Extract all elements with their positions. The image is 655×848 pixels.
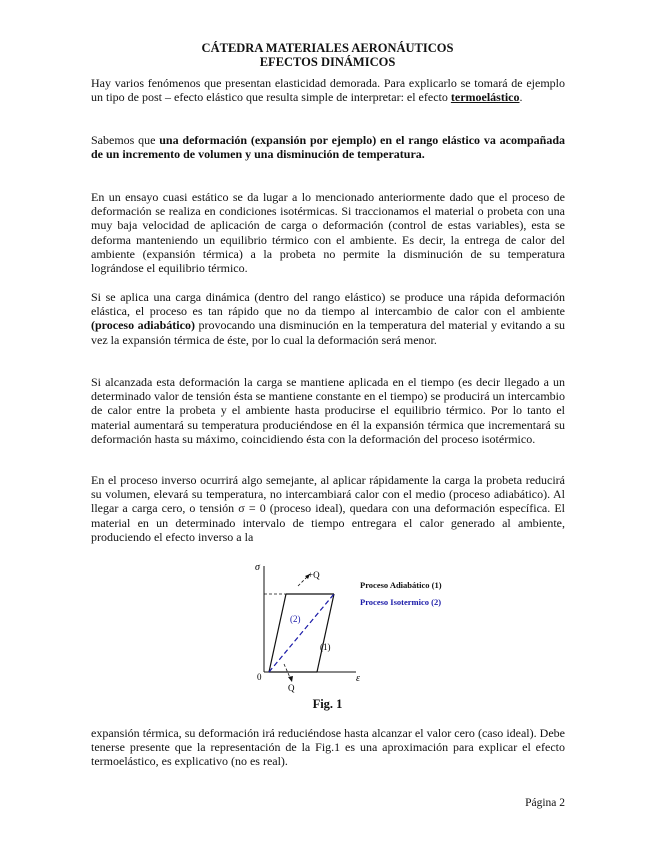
heat-out-arrowhead xyxy=(288,676,293,682)
isothermal-line xyxy=(269,594,334,672)
heat-out-label: Q xyxy=(288,683,295,693)
y-axis-label: σ xyxy=(255,562,260,573)
paragraph-deformation: Sabemos que una deformación (expansión por ejemplo) en el rango elástico va acompañada de un incremento de volumen y una disminución de temperatura. xyxy=(91,133,565,162)
paragraph-conclusion: expansión térmica, su deformación irá reduciéndose hasta alcanzar el valor cero (caso ideal). Debe tenerse presente que la representación de la Fig.1 es una aproximación para explicar el efecto termoelástico, es explicativo (no es real). xyxy=(91,726,565,769)
label-adiabatic-curve: (1) xyxy=(320,642,331,652)
figure-1-diagram xyxy=(248,558,468,698)
adiabatic-unloading-line xyxy=(317,594,334,672)
figure-caption: Fig. 1 xyxy=(312,697,343,711)
paragraph-inverse-process: En el proceso inverso ocurrirá algo semejante, al aplicar rápidamente la carga la probeta reducirá su volumen, elevará su temperatura, no intercambiará calor con el medio (proceso adiabático). Al llegar a carga cero, o tensión σ = 0 (proceso ideal), quedara con una deformación específica. El material en un determinado intervalo de tiempo entregara el calor generado al ambiente, produciendo el efecto inverso a la xyxy=(91,473,565,544)
header-subtitle: EFECTOS DINÁMICOS xyxy=(259,55,396,69)
bold-statement: una deformación (expansión por ejemplo) en el rango elástico va acompañada de un incremento de volumen y una disminución de temperatura. xyxy=(91,133,565,162)
paragraph-constant-load: Si alcanzada esta deformación la carga se mantiene aplicada en el tiempo (es decir llegado a un determinado valor de tensión ésta se mantiene constante en el tiempo) se producirá un intercambio de calor entre la probeta y el ambiente hasta producirse el equilibrio térmico. Por lo tanto el material aumentará su temperatura produciéndose en él la expansión térmica que incrementará su deformación hasta su máximo, coincidiendo ésta con la deformación del proceso isotérmico. xyxy=(91,375,565,446)
bold-adiabatic: (proceso adiabático) xyxy=(91,318,195,333)
paragraph-intro: Hay varios fenómenos que presentan elasticidad demorada. Para explicarlo se tomará de ejemplo un tipo de post – efecto elástico que resulta simple de interpretar: el efecto termoelástico. xyxy=(91,76,565,105)
label-isothermal-curve: (2) xyxy=(290,614,301,624)
term-termoelastico: termoelástico xyxy=(450,90,520,105)
legend-adiabatic: Proceso Adiabático (1) xyxy=(360,580,442,590)
origin-label: 0 xyxy=(257,672,262,682)
legend-isothermal: Proceso Isotermico (2) xyxy=(360,597,442,607)
header-title: CÁTEDRA MATERIALES AERONÁUTICOS xyxy=(201,41,454,55)
heat-in-label: +Q xyxy=(308,570,320,580)
figure-1 xyxy=(248,558,468,698)
page-number: Página 2 xyxy=(525,797,565,809)
adiabatic-loading-line xyxy=(269,594,286,672)
paragraph-quasi-static: En un ensayo cuasi estático se da lugar a lo mencionado anteriormente dado que el proceso de deformación se realiza en condiciones isotérmicas. Si traccionamos el material o probeta con una muy baja velocidad de aplicación de carga o deformación (control de estas variables), esta se deforma manteniendo un equilibrio térmico con el ambiente. Es decir, la entrega de calor del ambiente (expansión térmica) a la probeta no permite la disminución de su temperatura lográndose el equilibrio térmico. xyxy=(91,190,565,276)
x-axis-label: ε xyxy=(356,673,360,684)
paragraph-dynamic-load: Si se aplica una carga dinámica (dentro del rango elástico) se produce una rápida deformación elástica, el proceso es tan rápido que no da tiempo al intercambio de calor con el ambiente (proceso adiabático) provocando una disminución en la temperatura del material y evitando a su vez la expansión térmica de éste, por lo cual la deformación será menor. xyxy=(91,290,565,347)
